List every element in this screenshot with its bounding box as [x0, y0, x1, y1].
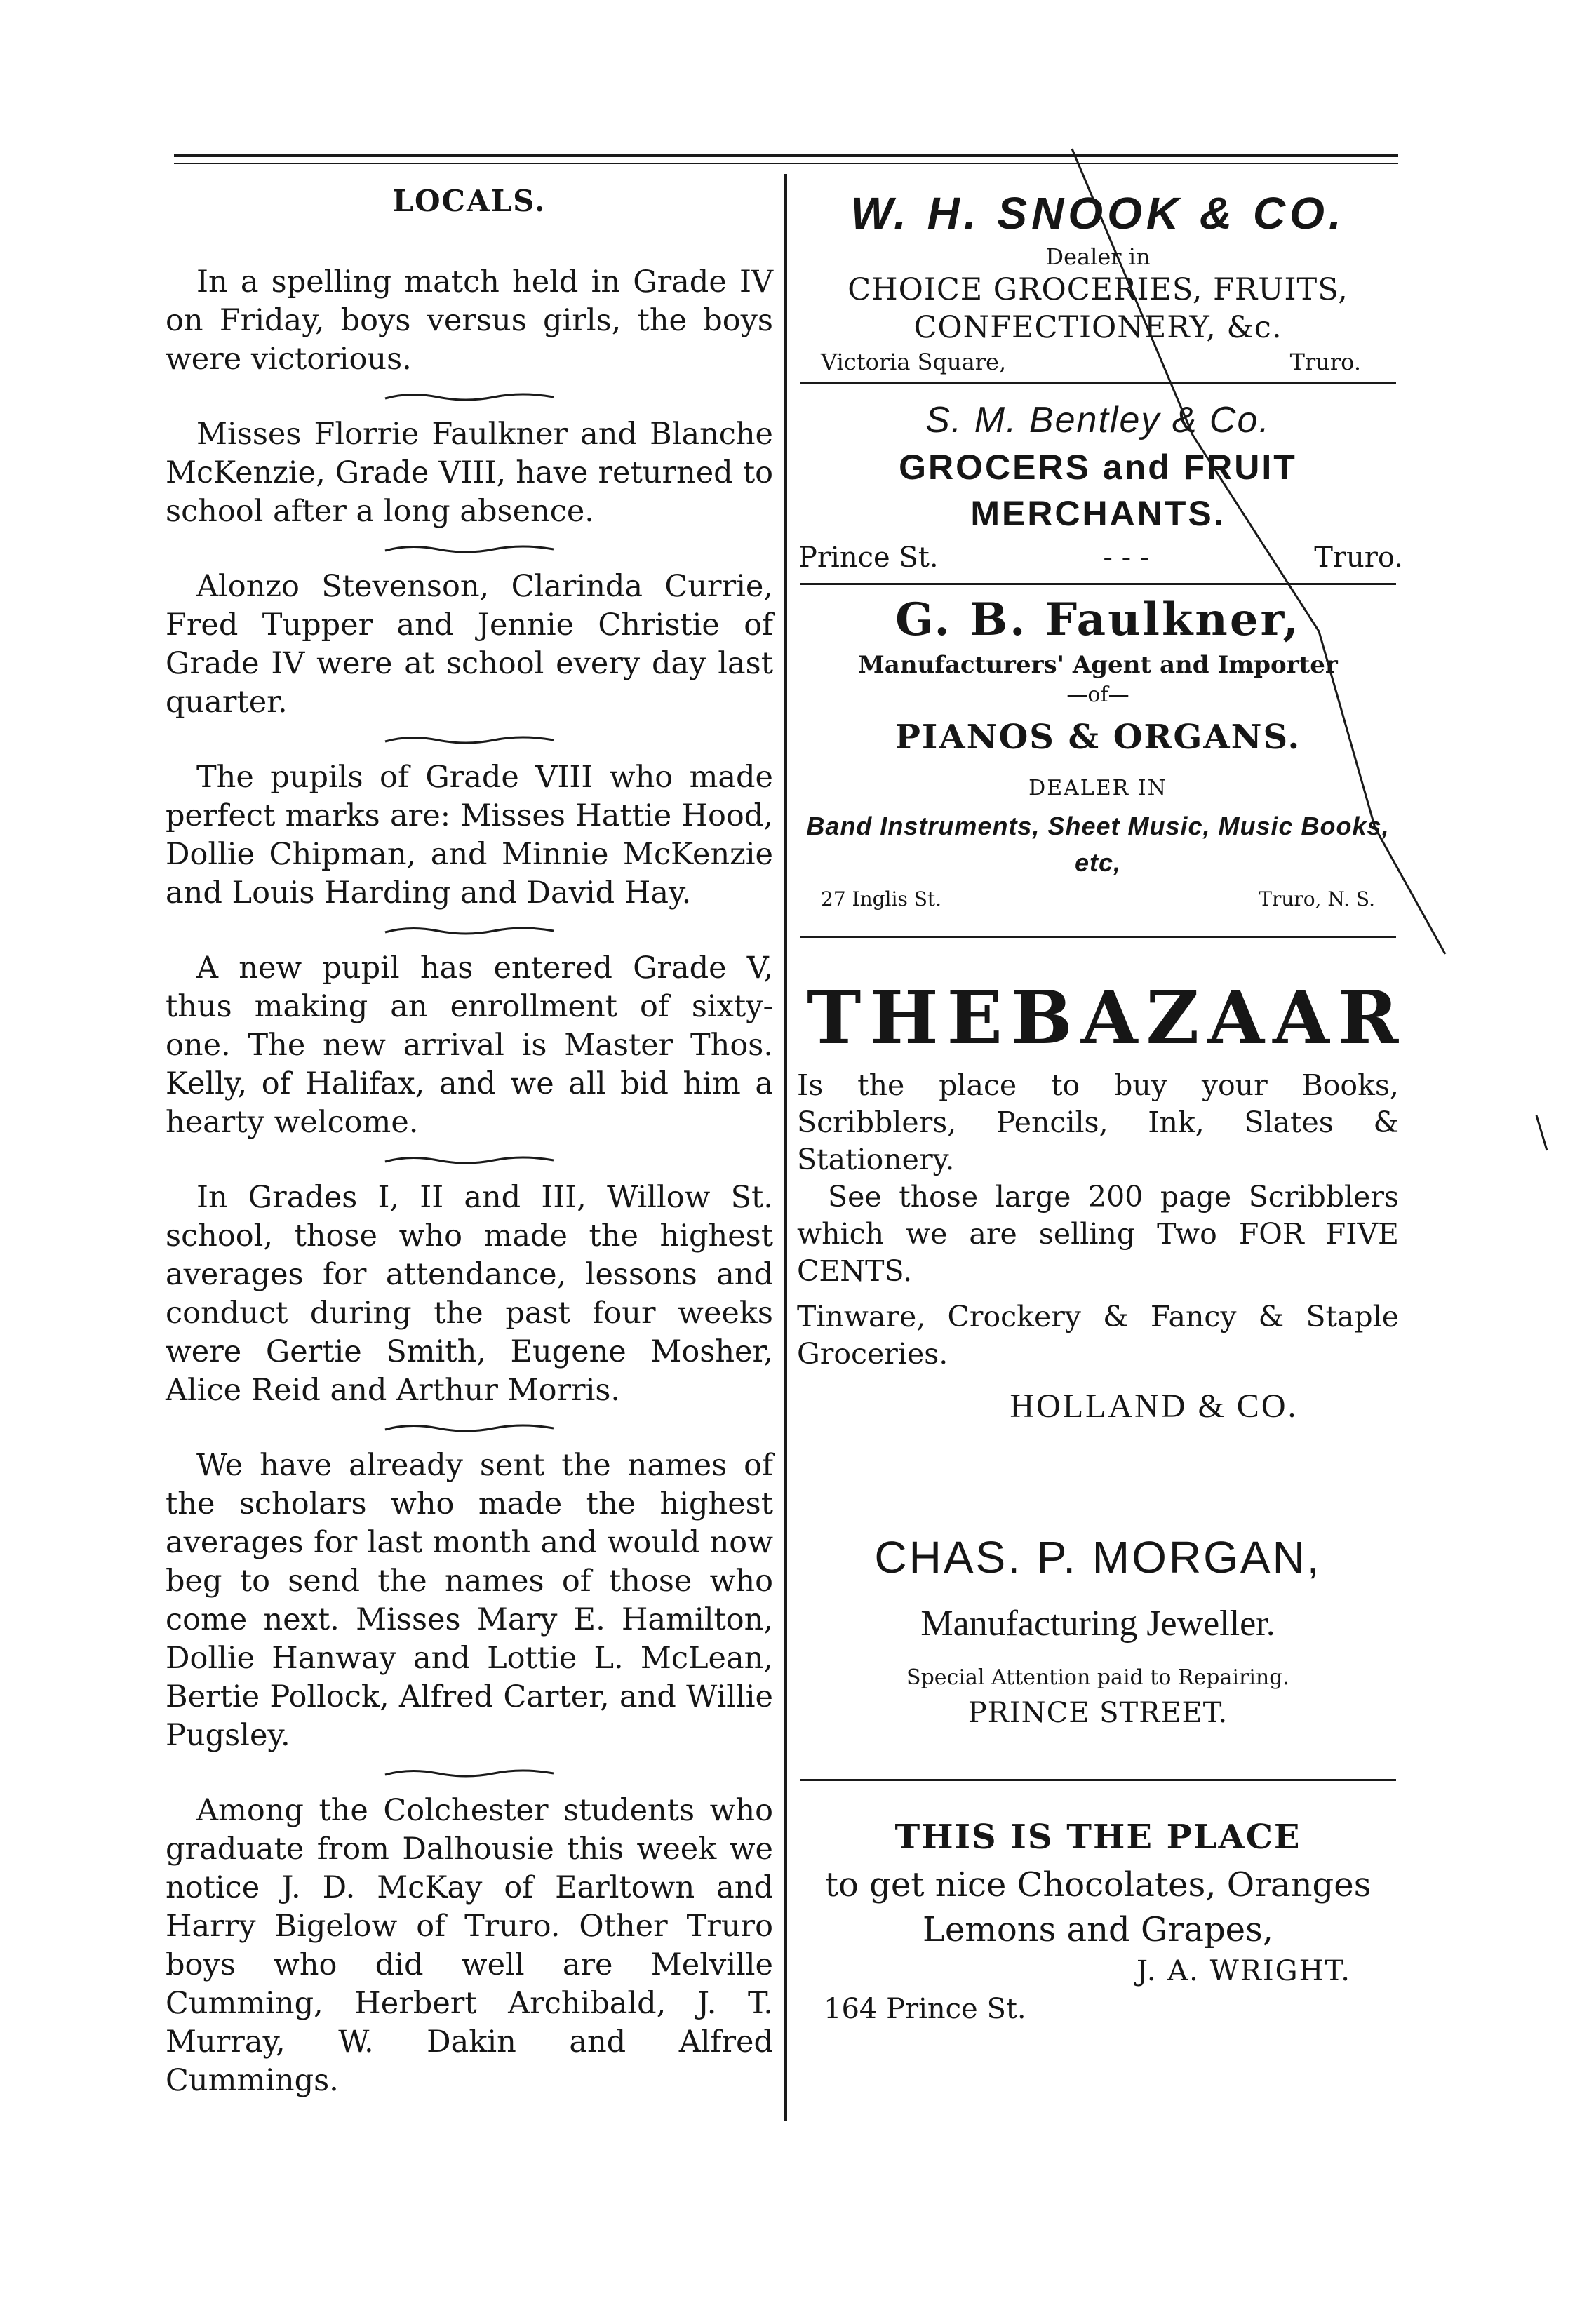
- wright-line-2: Lemons and Grapes,: [923, 1910, 1273, 1949]
- wavy-separator: [382, 389, 557, 405]
- morgan-advertisement: [793, 1529, 1403, 1733]
- morgan-subtitle: Manufacturing Jeweller.: [920, 1604, 1275, 1644]
- locals-paragraph: Alonzo Stevenson, Clarinda Currie, Fred Tupper and Jennie Christie of Grade IV were at school every day last quarter.: [166, 569, 773, 720]
- locals-paragraph: Misses Florrie Faulkner and Blanche McKenzie, Grade VIII, have returned to school after a long absence.: [166, 417, 773, 529]
- bentley-line-1: GROCERS and FRUIT: [899, 448, 1297, 487]
- bentley-advertisement: [793, 396, 1403, 579]
- locals-paragraph: We have already sent the names of the scholars who made the highest averages for last month and would now beg to send the names of those who come next. Misses Mary E. Hamilton, Dollie Hanway and Lottie L. McLean, Bertie Pollock, Alfred Carter, and Willie Pugsley.: [166, 1448, 773, 1753]
- morgan-note: Special Attention paid to Repairing.: [906, 1665, 1289, 1690]
- faulkner-title: G. B. Faulkner,: [895, 593, 1301, 646]
- faulkner-address-row: [793, 881, 1403, 915]
- ad-divider: [800, 583, 1396, 585]
- snook-advertisement: [793, 184, 1403, 377]
- advertisements-column: [793, 184, 1407, 2028]
- faulkner-dealer: DEALER IN: [1028, 776, 1167, 800]
- bazaar-advertisement: [793, 974, 1407, 1425]
- faulkner-items: Band Instruments, Sheet Music, Music Books, etc,: [806, 812, 1390, 877]
- wavy-separator: [382, 922, 557, 939]
- snook-line-2: CONFECTIONERY, &c.: [913, 310, 1282, 345]
- locals-paragraph: A new pupil has entered Grade V, thus making an enrollment of sixty-one. The new arrival is Master Thos. Kelly, of Halifax, and we all bid him a hearty welcome.: [166, 951, 773, 1140]
- locals-paragraph: In Grades I, II and III, Willow St. school, those who made the highest averages for attendance, lessons and conduct during the past four weeks were Gertie Smith, Eugene Mosher, Alice Reid and Arthur Morris.: [166, 1180, 773, 1408]
- bentley-address-row: [793, 537, 1403, 579]
- column-divider: [784, 174, 787, 2121]
- bentley-street: Prince St.: [798, 542, 939, 574]
- locals-paragraph: The pupils of Grade VIII who made perfect marks are: Misses Hattie Hood, Dollie Chipman, and Minnie McKenzie and Louis Harding and David Hay.: [166, 760, 773, 911]
- snook-dealer: Dealer in: [1045, 243, 1151, 270]
- faulkner-town: Truro, N. S.: [1259, 887, 1375, 911]
- bentley-dashes: - - -: [1103, 542, 1150, 574]
- bazaar-signature: HOLLAND & CO.: [1010, 1388, 1299, 1425]
- faulkner-subtitle: Manufacturers' Agent and Importer: [858, 651, 1338, 679]
- locals-paragraph: In a spelling match held in Grade IV on Friday, boys versus girls, the boys were victorious.: [166, 264, 773, 377]
- faulkner-street: 27 Inglis St.: [821, 887, 942, 911]
- wright-address: 164 Prince St.: [824, 1993, 1026, 2025]
- faulkner-products: PIANOS & ORGANS.: [894, 718, 1301, 757]
- snook-title: W. H. SNOOK & CO.: [850, 188, 1346, 239]
- snook-address-row: [793, 347, 1403, 377]
- faulkner-advertisement: [793, 592, 1403, 915]
- wright-title: THIS IS THE PLACE: [894, 1818, 1301, 1857]
- wavy-separator: [382, 732, 557, 748]
- wavy-separator: [382, 1420, 557, 1437]
- wavy-separator: [382, 1765, 557, 1782]
- top-rule-thin: [174, 163, 1398, 164]
- bazaar-paragraph-3: Tinware, Crockery & Fancy & Staple Groceries.: [797, 1300, 1399, 1371]
- locals-heading: LOCALS.: [392, 184, 547, 218]
- top-rule-thick: [174, 154, 1398, 157]
- wright-signature: J. A. WRIGHT.: [1136, 1955, 1351, 1987]
- morgan-street: PRINCE STREET.: [967, 1697, 1228, 1729]
- bentley-title: S. M. Bentley & Co.: [925, 400, 1271, 441]
- snook-town: Truro.: [1289, 349, 1361, 375]
- bazaar-title-right: BAZAAR: [1010, 974, 1407, 1061]
- morgan-title: CHAS. P. MORGAN,: [874, 1532, 1322, 1583]
- wavy-separator: [382, 1152, 557, 1169]
- snook-location: Victoria Square,: [821, 349, 1007, 375]
- bazaar-title-left: THE: [807, 974, 1011, 1061]
- locals-column: [166, 184, 773, 2100]
- bazaar-paragraph-2: See those large 200 page Scribblers which we are selling Two FOR FIVE CENTS.: [797, 1180, 1399, 1288]
- ad-divider: [800, 1779, 1396, 1781]
- bazaar-title: [793, 974, 1407, 1061]
- wright-line-1: to get nice Chocolates, Oranges: [824, 1865, 1372, 1905]
- bentley-line-2: MERCHANTS.: [970, 494, 1226, 533]
- ad-divider: [800, 936, 1396, 938]
- bazaar-paragraph-1: Is the place to buy your Books, Scribblers, Pencils, Ink, Slates & Stationery.: [797, 1068, 1399, 1176]
- bentley-town: Truro.: [1314, 542, 1403, 574]
- wavy-separator: [382, 541, 557, 558]
- wright-advertisement: [793, 1812, 1403, 2028]
- faulkner-of: —of—: [1066, 683, 1129, 707]
- snook-line-1: CHOICE GROCERIES, FRUITS,: [847, 272, 1348, 307]
- ad-divider: [800, 382, 1396, 384]
- locals-paragraph: Among the Colchester students who graduate from Dalhousie this week we notice J. D. McKay of Earltown and Harry Bigelow of Truro. Other Truro boys who did well are Melville Cumming, Herbert Archibald, J. T. Murray, W. Dakin and Alfred Cummings.: [166, 1793, 773, 2098]
